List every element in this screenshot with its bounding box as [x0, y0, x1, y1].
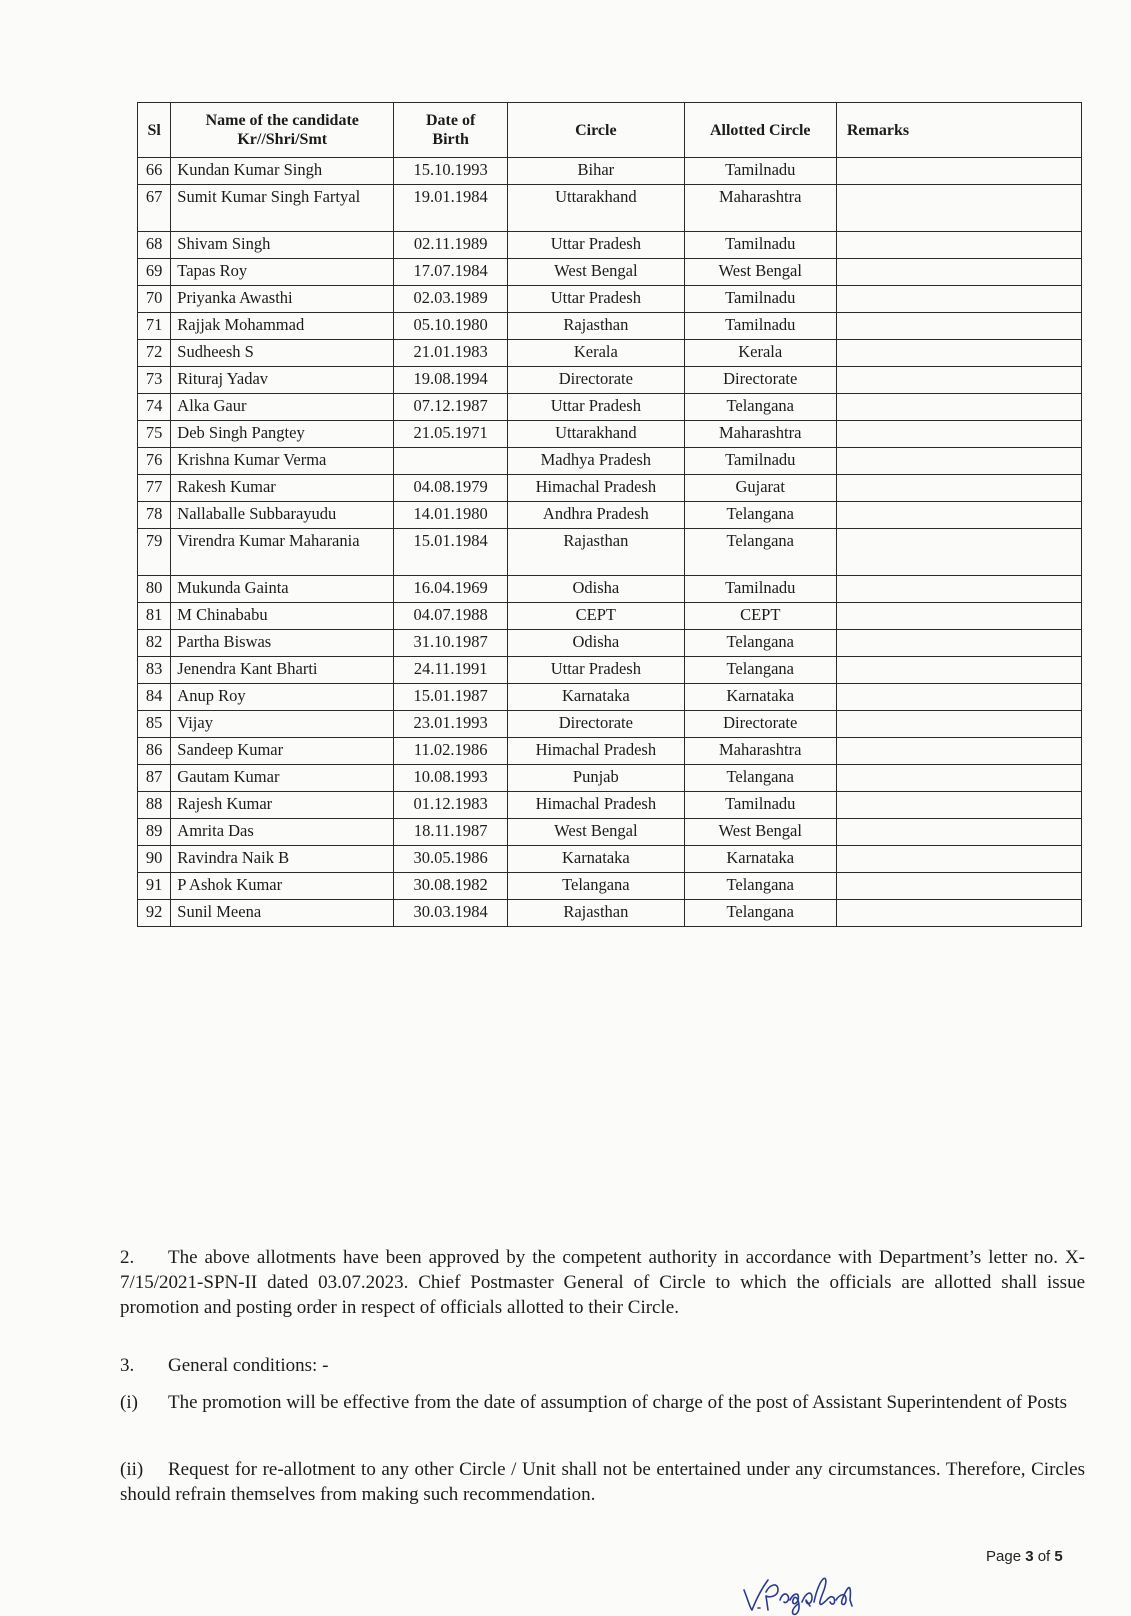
name-cell: Gautam Kumar	[171, 765, 394, 792]
remarks-cell	[836, 448, 1081, 475]
circle-cell: Directorate	[508, 367, 684, 394]
allotted-circle-cell: Telangana	[684, 394, 836, 421]
paragraph-3	[120, 1353, 1085, 1378]
remarks-cell	[836, 286, 1081, 313]
dob-cell: 11.02.1986	[394, 738, 508, 765]
circle-cell: Uttar Pradesh	[508, 232, 684, 259]
table-row	[138, 738, 1082, 765]
circle-cell: Odisha	[508, 630, 684, 657]
remarks-cell	[836, 158, 1081, 185]
remarks-cell	[836, 259, 1081, 286]
name-cell: M Chinababu	[171, 603, 394, 630]
name-cell: Anup Roy	[171, 684, 394, 711]
sl-cell: 71	[138, 313, 171, 340]
circle-cell: Karnataka	[508, 684, 684, 711]
circle-cell: Punjab	[508, 765, 684, 792]
remarks-cell	[836, 576, 1081, 603]
allotted-circle-cell: Gujarat	[684, 475, 836, 502]
remarks-cell	[836, 313, 1081, 340]
sl-cell: 83	[138, 657, 171, 684]
remarks-cell	[836, 819, 1081, 846]
dob-cell: 02.11.1989	[394, 232, 508, 259]
dob-cell: 10.08.1993	[394, 765, 508, 792]
name-cell: Amrita Das	[171, 819, 394, 846]
dob-cell: 02.03.1989	[394, 286, 508, 313]
table-row	[138, 232, 1082, 259]
dob-cell: 16.04.1969	[394, 576, 508, 603]
circle-cell: CEPT	[508, 603, 684, 630]
name-cell: Jenendra Kant Bharti	[171, 657, 394, 684]
circle-cell: Directorate	[508, 711, 684, 738]
remarks-cell	[836, 185, 1081, 232]
dob-cell: 01.12.1983	[394, 792, 508, 819]
remarks-cell	[836, 630, 1081, 657]
paragraph-2	[120, 1245, 1085, 1320]
allotted-circle-cell: West Bengal	[684, 259, 836, 286]
paragraph-2-number: 2.	[120, 1247, 135, 1268]
table-row	[138, 340, 1082, 367]
remarks-cell	[836, 792, 1081, 819]
table-row	[138, 286, 1082, 313]
sl-cell: 73	[138, 367, 171, 394]
dob-cell: 15.01.1984	[394, 529, 508, 576]
allotted-circle-cell: Karnataka	[684, 846, 836, 873]
circle-cell: Rajasthan	[508, 529, 684, 576]
allotted-circle-cell: Tamilnadu	[684, 792, 836, 819]
circle-cell: Madhya Pradesh	[508, 448, 684, 475]
dob-cell: 05.10.1980	[394, 313, 508, 340]
header-name: Name of the candidate Kr//Shri/Smt	[171, 103, 394, 158]
allotted-circle-cell: Maharashtra	[684, 738, 836, 765]
condition-i-number: (i)	[120, 1392, 138, 1413]
table-row	[138, 630, 1082, 657]
header-circle: Circle	[508, 103, 684, 158]
name-cell: Rajjak Mohammad	[171, 313, 394, 340]
header-dob: Date of Birth	[394, 103, 508, 158]
remarks-cell	[836, 232, 1081, 259]
paragraph-3-number: 3.	[120, 1355, 135, 1376]
table-header-row	[138, 103, 1082, 158]
dob-cell: 18.11.1987	[394, 819, 508, 846]
allotted-circle-cell: Telangana	[684, 873, 836, 900]
circle-cell: Uttar Pradesh	[508, 286, 684, 313]
remarks-cell	[836, 657, 1081, 684]
paragraph-3-text: General conditions: -	[168, 1355, 329, 1376]
table-row	[138, 259, 1082, 286]
header-sl: Sl	[138, 103, 171, 158]
dob-cell: 21.05.1971	[394, 421, 508, 448]
table-row	[138, 529, 1082, 576]
remarks-cell	[836, 475, 1081, 502]
circle-cell: Telangana	[508, 873, 684, 900]
name-cell: Tapas Roy	[171, 259, 394, 286]
allotted-circle-cell: Telangana	[684, 529, 836, 576]
remarks-cell	[836, 367, 1081, 394]
allotted-circle-cell: Tamilnadu	[684, 313, 836, 340]
circle-cell: Uttarakhand	[508, 421, 684, 448]
circle-cell: Rajasthan	[508, 900, 684, 927]
sl-cell: 86	[138, 738, 171, 765]
circle-cell: Uttar Pradesh	[508, 657, 684, 684]
sl-cell: 66	[138, 158, 171, 185]
dob-cell: 21.01.1983	[394, 340, 508, 367]
sl-cell: 80	[138, 576, 171, 603]
circle-cell: Karnataka	[508, 846, 684, 873]
allotted-circle-cell: Telangana	[684, 502, 836, 529]
table-row	[138, 158, 1082, 185]
sl-cell: 74	[138, 394, 171, 421]
sl-cell: 70	[138, 286, 171, 313]
allotted-circle-cell: Directorate	[684, 711, 836, 738]
sl-cell: 76	[138, 448, 171, 475]
sl-cell: 87	[138, 765, 171, 792]
remarks-cell	[836, 529, 1081, 576]
circle-cell: Bihar	[508, 158, 684, 185]
circle-cell: Kerala	[508, 340, 684, 367]
circle-cell: Uttarakhand	[508, 185, 684, 232]
condition-ii-number: (ii)	[120, 1459, 144, 1480]
dob-cell: 15.10.1993	[394, 158, 508, 185]
name-cell: Sudheesh S	[171, 340, 394, 367]
table-row	[138, 502, 1082, 529]
circle-cell: Rajasthan	[508, 313, 684, 340]
condition-i	[120, 1390, 1085, 1415]
name-cell: Sandeep Kumar	[171, 738, 394, 765]
name-cell: Alka Gaur	[171, 394, 394, 421]
table-row	[138, 873, 1082, 900]
allotted-circle-cell: CEPT	[684, 603, 836, 630]
dob-cell: 15.01.1987	[394, 684, 508, 711]
sl-cell: 89	[138, 819, 171, 846]
name-cell: P Ashok Kumar	[171, 873, 394, 900]
allotted-circle-cell: Tamilnadu	[684, 232, 836, 259]
sl-cell: 69	[138, 259, 171, 286]
allotted-circle-cell: Karnataka	[684, 684, 836, 711]
sl-cell: 90	[138, 846, 171, 873]
name-cell: Deb Singh Pangtey	[171, 421, 394, 448]
circle-cell: West Bengal	[508, 819, 684, 846]
name-cell: Partha Biswas	[171, 630, 394, 657]
name-cell: Vijay	[171, 711, 394, 738]
sl-cell: 82	[138, 630, 171, 657]
dob-cell: 07.12.1987	[394, 394, 508, 421]
circle-cell: Himachal Pradesh	[508, 475, 684, 502]
circle-cell: West Bengal	[508, 259, 684, 286]
dob-cell: 04.08.1979	[394, 475, 508, 502]
name-cell: Sunil Meena	[171, 900, 394, 927]
dob-cell	[394, 448, 508, 475]
table-row	[138, 711, 1082, 738]
table-row	[138, 448, 1082, 475]
sl-cell: 72	[138, 340, 171, 367]
table-row	[138, 819, 1082, 846]
allotment-table	[137, 102, 1082, 927]
dob-cell: 19.08.1994	[394, 367, 508, 394]
name-cell: Sumit Kumar Singh Fartyal	[171, 185, 394, 232]
dob-cell: 31.10.1987	[394, 630, 508, 657]
table-row	[138, 765, 1082, 792]
dob-cell: 04.07.1988	[394, 603, 508, 630]
allotted-circle-cell: Telangana	[684, 765, 836, 792]
dob-cell: 30.08.1982	[394, 873, 508, 900]
sl-cell: 78	[138, 502, 171, 529]
header-allotted-circle: Allotted Circle	[684, 103, 836, 158]
dob-cell: 19.01.1984	[394, 185, 508, 232]
name-cell: Virendra Kumar Maharania	[171, 529, 394, 576]
sl-cell: 68	[138, 232, 171, 259]
table-row	[138, 576, 1082, 603]
table-row	[138, 394, 1082, 421]
dob-cell: 17.07.1984	[394, 259, 508, 286]
remarks-cell	[836, 502, 1081, 529]
name-cell: Krishna Kumar Verma	[171, 448, 394, 475]
condition-i-text: The promotion will be effective from the date of assumption of charge of the post of Assistant Superintendent of Posts	[168, 1392, 1067, 1413]
table-row	[138, 792, 1082, 819]
allotted-circle-cell: Directorate	[684, 367, 836, 394]
sl-cell: 84	[138, 684, 171, 711]
dob-cell: 30.05.1986	[394, 846, 508, 873]
name-cell: Ravindra Naik B	[171, 846, 394, 873]
table-row	[138, 603, 1082, 630]
name-cell: Mukunda Gainta	[171, 576, 394, 603]
sl-cell: 91	[138, 873, 171, 900]
signature-image	[738, 1570, 898, 1616]
name-cell: Rajesh Kumar	[171, 792, 394, 819]
allotted-circle-cell: Tamilnadu	[684, 576, 836, 603]
allotted-circle-cell: Tamilnadu	[684, 286, 836, 313]
circle-cell: Odisha	[508, 576, 684, 603]
table-body	[138, 158, 1082, 927]
allotted-circle-cell: Tamilnadu	[684, 158, 836, 185]
sl-cell: 75	[138, 421, 171, 448]
remarks-cell	[836, 684, 1081, 711]
table-row	[138, 185, 1082, 232]
remarks-cell	[836, 394, 1081, 421]
circle-cell: Himachal Pradesh	[508, 738, 684, 765]
remarks-cell	[836, 711, 1081, 738]
table-row	[138, 846, 1082, 873]
remarks-cell	[836, 340, 1081, 367]
allotted-circle-cell: Maharashtra	[684, 421, 836, 448]
name-cell: Rakesh Kumar	[171, 475, 394, 502]
remarks-cell	[836, 421, 1081, 448]
circle-cell: Uttar Pradesh	[508, 394, 684, 421]
allotted-circle-cell: West Bengal	[684, 819, 836, 846]
name-cell: Priyanka Awasthi	[171, 286, 394, 313]
table-row	[138, 475, 1082, 502]
name-cell: Rituraj Yadav	[171, 367, 394, 394]
remarks-cell	[836, 846, 1081, 873]
allotted-circle-cell: Telangana	[684, 657, 836, 684]
dob-cell: 14.01.1980	[394, 502, 508, 529]
table-row	[138, 367, 1082, 394]
condition-ii	[120, 1457, 1085, 1507]
dob-cell: 23.01.1993	[394, 711, 508, 738]
allotted-circle-cell: Kerala	[684, 340, 836, 367]
sl-cell: 81	[138, 603, 171, 630]
table-row	[138, 684, 1082, 711]
name-cell: Shivam Singh	[171, 232, 394, 259]
circle-cell: Himachal Pradesh	[508, 792, 684, 819]
allotted-circle-cell: Maharashtra	[684, 185, 836, 232]
dob-cell: 24.11.1991	[394, 657, 508, 684]
sl-cell: 67	[138, 185, 171, 232]
table-row	[138, 657, 1082, 684]
allotted-circle-cell: Telangana	[684, 630, 836, 657]
allotted-circle-cell: Tamilnadu	[684, 448, 836, 475]
name-cell: Kundan Kumar Singh	[171, 158, 394, 185]
sl-cell: 88	[138, 792, 171, 819]
allotted-circle-cell: Telangana	[684, 900, 836, 927]
sl-cell: 79	[138, 529, 171, 576]
sl-cell: 77	[138, 475, 171, 502]
name-cell: Nallaballe Subbarayudu	[171, 502, 394, 529]
remarks-cell	[836, 603, 1081, 630]
remarks-cell	[836, 873, 1081, 900]
circle-cell: Andhra Pradesh	[508, 502, 684, 529]
remarks-cell	[836, 765, 1081, 792]
table-row	[138, 421, 1082, 448]
header-remarks: Remarks	[836, 103, 1081, 158]
sl-cell: 85	[138, 711, 171, 738]
paragraph-2-text: The above allotments have been approved by the competent authority in accordance with Department’s letter no. X-7/15/2021-SPN-II dated 03.07.2023. Chief Postmaster General of Circle to which the officials are allotted shall issue promotion and posting order in respect of officials allotted to their Circle.	[120, 1247, 1085, 1318]
condition-ii-text: Request for re-allotment to any other Circle / Unit shall not be entertained under any circumstances. Therefore, Circles should refrain themselves from making such recommendation.	[120, 1459, 1085, 1505]
sl-cell: 92	[138, 900, 171, 927]
table-row	[138, 900, 1082, 927]
page-number: Page 3 of 5	[986, 1548, 1063, 1565]
table-row	[138, 313, 1082, 340]
dob-cell: 30.03.1984	[394, 900, 508, 927]
remarks-cell	[836, 738, 1081, 765]
remarks-cell	[836, 900, 1081, 927]
